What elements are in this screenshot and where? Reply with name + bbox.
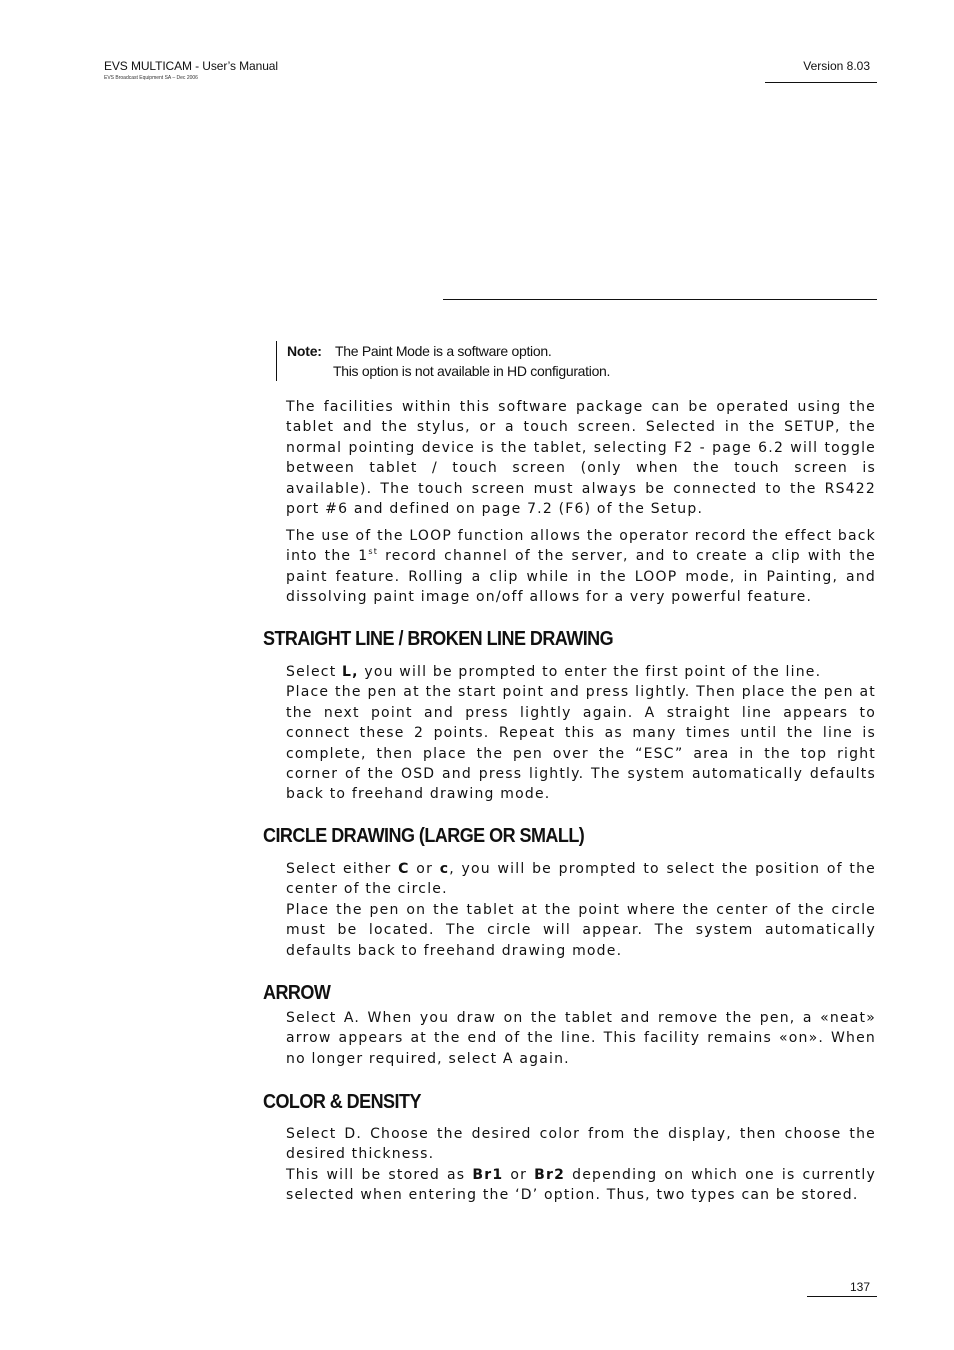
color-step-1: Select D. Choose the desired color from the display, then choose the desired thickness. xyxy=(286,1126,876,1163)
footer-rule xyxy=(807,1296,877,1297)
circle-step-1 xyxy=(286,859,876,900)
section-rule xyxy=(443,299,877,300)
publisher-line: EVS Broadcast Equipment SA – Dec 2006 xyxy=(104,75,198,81)
note-label: Note: xyxy=(287,343,322,359)
intro-paragraph-1: The facilities within this software package can be operated using the tablet and the stylus, or a touch screen. Selected in the SETUP, the normal pointing device is the tablet, selecting F2 - page 6.2 will toggle between tablet / touch screen (only when the touch screen is available). The touch screen must always be connected to the RS422 port #6 and defined on page 7.2 (F6) of the Setup. xyxy=(286,399,876,518)
heading-straight-line: STRAIGHT LINE / BROKEN LINE DRAWING xyxy=(263,628,614,650)
intro-paragraph-2 xyxy=(286,526,876,608)
intro-paragraph-2-start: The use of the LOOP function allows the operator record the effect back into the 1 xyxy=(286,528,876,565)
key-br1: Br1 xyxy=(472,1166,504,1183)
header-rule xyxy=(765,82,877,83)
circle-text-2: , you will be prompted to select the position of the center of the circle. xyxy=(286,861,876,898)
circle-text-or: or xyxy=(409,861,440,877)
intro-paragraph-2-end: record channel of the server, and to create a clip with the paint feature. Rolling a clip while in the LOOP mode, in Painting, and dissolving paint image on/off allows for a very powerful feature. xyxy=(286,548,876,606)
color-text: This will be stored as xyxy=(286,1166,473,1183)
note-line-1: The Paint Mode is a software option. xyxy=(335,343,552,359)
page-number: 137 xyxy=(849,1280,870,1294)
ordinal-suffix: st xyxy=(368,547,379,557)
circle-step-2: Place the pen on the tablet at the point where the center of the circle must be located. The circle will appear. The system automatically defaults back to freehand drawing mode. xyxy=(286,901,876,959)
color-step-2 xyxy=(286,1165,876,1206)
circle-text: Select either xyxy=(286,861,399,877)
key-L: L, xyxy=(342,664,359,680)
manual-title: EVS MULTICAM - User’s Manual xyxy=(104,59,278,73)
note-box xyxy=(276,341,877,381)
version-label: Version 8.03 xyxy=(803,59,870,73)
heading-circle-drawing: CIRCLE DRAWING (LARGE OR SMALL) xyxy=(263,825,585,847)
key-C: C xyxy=(398,861,410,877)
key-c: c xyxy=(439,861,450,877)
color-body xyxy=(286,1124,876,1206)
key-br2: Br2 xyxy=(534,1166,566,1183)
heading-color-density: COLOR & DENSITY xyxy=(263,1091,421,1113)
straight-line-step-2: Place the pen at the start point and press lightly. Then place the pen at the next point and press lightly again. A straight line appears to connect these 2 points. Repeat this as many times until the line is complete, then place the pen over the “ESC” area in the top right corner of the OSD and press lightly. The system automatically defaults back to freehand drawing mode. xyxy=(286,684,876,803)
circle-body xyxy=(286,859,876,961)
heading-arrow: ARROW xyxy=(263,982,331,1004)
straight-line-step-1 xyxy=(286,662,876,682)
straight-line-text: Select xyxy=(286,664,343,680)
straight-line-body xyxy=(286,662,876,805)
color-text-or: or xyxy=(503,1166,535,1183)
arrow-body: Select A. When you draw on the tablet and remove the pen, a «neat» arrow appears at the end of the line. This facility remains «on». When no longer required, select A again. xyxy=(286,1010,876,1067)
straight-line-text-2: you will be prompted to enter the first point of the line. xyxy=(358,664,822,680)
note-line-2: This option is not available in HD configuration. xyxy=(333,363,611,379)
color-text-2: depending on which one is currently selected when entering the ‘D’ option. Thus, two types can be stored. xyxy=(286,1166,876,1204)
